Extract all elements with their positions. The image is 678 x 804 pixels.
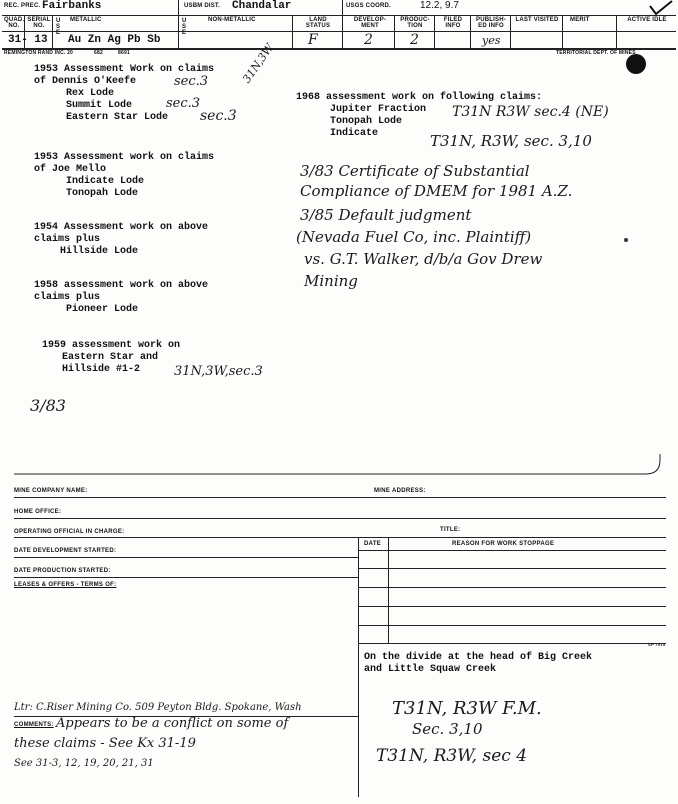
date-note: 3/83: [30, 396, 66, 415]
col-production: PRODUC-TION: [400, 17, 430, 29]
dev-started-label: DATE DEVELOPMENT STARTED:: [14, 548, 117, 554]
col-merit: MERIT: [570, 17, 590, 23]
entry-1953b-line1: 1953 Assessment work on claims: [34, 152, 215, 163]
col-last-visited: LAST VISITED: [515, 17, 559, 23]
claim-summit-lode: Summit Lode: [66, 100, 133, 111]
entry-1953a-line1: 1953 Assessment Work on claims: [34, 64, 215, 75]
punch-hole: [626, 54, 646, 74]
col-development: DEVELOP-MENT: [353, 17, 387, 29]
mine-address-label: MINE ADDRESS:: [374, 488, 426, 494]
date-col-label: DATE: [364, 541, 382, 547]
entry-1958-line1: 1958 assessment work on above: [34, 280, 209, 291]
operating-official-label: OPERATING OFFICIAL IN CHARGE:: [14, 529, 125, 535]
claim-hillside-lode: Hillside Lode: [60, 246, 139, 257]
development-value: 2: [364, 32, 373, 48]
col-land-status: LAND STATUS: [305, 17, 331, 29]
reason-col-label: REASON FOR WORK STOPPAGE: [452, 541, 555, 547]
comment-line2: these claims - See Kx 31-19: [14, 736, 196, 751]
rec-prec-value: Fairbanks: [42, 0, 102, 12]
prod-started-label: DATE PRODUCTION STARTED:: [14, 568, 111, 574]
entry-1959-line2: Eastern Star and: [62, 352, 159, 363]
entry-1954-line1: 1954 Assessment work on above: [34, 222, 209, 233]
claim-hillside-1-2: Hillside #1-2: [62, 364, 141, 375]
title-label: TITLE:: [440, 527, 461, 533]
location-line1: On the divide at the head of Big Creek: [364, 652, 593, 663]
letter-note: Ltr: C.Riser Mining Co. 509 Peyton Bldg. Spokane, Wash: [14, 702, 302, 713]
entry-1959-line1: 1959 assessment work on: [42, 340, 181, 351]
checkmark-icon: [646, 0, 678, 16]
mine-record-card: REC. PREC. Fairbanks USBM DIST. Chandalar USGS COORD. 12.2, 9.7 QUAD. NO. SERIAL NO. METALLIC NON-METALLIC LAND STATUS DEVELOP-MENT PRODUC-TION FILED INFO PUBLISH-ED INFO LAST VISITED MERIT ACTIVE IDLE U S E U S E 31- 13 Au Zn Ag Pb Sb F 2 2 yes REMINGTON RAND INC. 20 682 8691 TERRITORIAL DEPT. OF MINES 1953 Assessment Work on claims of Dennis O'Keefe Rex Lode Summit Lode Eastern Star Lode sec.3 sec.3 sec.3 31N,3W 1953 Assessment work on claims of Joe Mello Indicate Lode Tonopah Lode 1954 Assessment work on above claims plus Hillside Lode 1958 assessment work on above claims plus Pioneer Lode 1959 assessment work on Eastern Star and Hillside #1-2 31N,3W,sec.3 3/83 1968 assessment work on following claims: Jupiter Fraction Tonopah Lode Indicate T31N R3W sec.4 (NE) T31N, R3W, sec. 3,10 3/83 Certificate of Substantial Compliance of DMEM for 1981 A.Z. 3/85 Default judgment (Nevada Fuel Co, inc. Plaintiff) vs. G.T. Walker, d/b/a Gov Drew Mining MINE COMPANY NAME: MINE ADDRESS: HOME OFFICE: OPERATING OFFICIAL IN CHARGE: TITLE: DATE REASON FOR WORK STOPPAGE DATE DEVELOPMENT STARTED: DATE PRODUCTION STARTED: LEASES & OFFERS - TERMS OF: SP 7915 On the divide at the head of Big Creek and Little Squaw Creek T31N, R3W F.M. Sec. 3,10 T31N, R3W, sec 4 Ltr: C.Riser Mining Co. 509 Peyton Bldg. Spokane, Wash COMMENTS: Appears to be a conflict on some of these claims - See Kx 31-19 See 31-3, 12, 19, 20, 21, 31: [0, 0, 678, 804]
col-non-metallic: NON-METALLIC: [208, 17, 256, 23]
serial-value: 31- 13: [8, 34, 48, 46]
usbm-dist-label: USBM DIST.: [184, 3, 221, 9]
col-metallic: METALLIC: [70, 17, 102, 23]
claim-tonopah-lode-1968: Tonopah Lode: [330, 116, 403, 127]
entry-1953a-line2: of Dennis O'Keefe: [34, 76, 137, 87]
entry-1968-line1: 1968 assessment work on following claims:: [296, 92, 543, 103]
usgs-coord-value: 12.2, 9.7: [420, 0, 459, 11]
comment-line1: Appears to be a conflict on some of: [56, 716, 289, 731]
col-published: PUBLISH-ED INFO: [476, 17, 506, 29]
col-quad: QUAD. NO.: [4, 17, 25, 29]
leases-label: LEASES & OFFERS - TERMS OF:: [14, 582, 117, 588]
rec-prec-label: REC. PREC.: [4, 3, 41, 9]
home-office-label: HOME OFFICE:: [14, 509, 62, 515]
comment-line3: See 31-3, 12, 19, 20, 21, 31: [14, 758, 154, 769]
col-serial: SERIAL NO.: [27, 17, 51, 29]
entry-1954-line2: claims plus: [34, 234, 101, 245]
metallic-value: Au Zn Ag Pb Sb: [68, 34, 161, 46]
claim-rex-lode: Rex Lode: [66, 88, 115, 99]
claim-pioneer-lode: Pioneer Lode: [66, 304, 139, 315]
claim-indicate-1968: Indicate: [330, 128, 379, 139]
published-value: yes: [482, 34, 501, 47]
mine-company-label: MINE COMPANY NAME:: [14, 488, 88, 494]
land-status-value: F: [308, 32, 318, 48]
entry-1953b-line2: of Joe Mello: [34, 164, 107, 175]
col-filed-info: FILED INFO: [443, 17, 463, 29]
usgs-coord-label: USGS COORD.: [346, 3, 391, 9]
territorial-dept: TERRITORIAL DEPT. OF MINES: [556, 50, 636, 56]
production-value: 2: [410, 32, 419, 48]
location-line2: and Little Squaw Creek: [364, 664, 497, 675]
claim-jupiter-fraction: Jupiter Fraction: [330, 104, 427, 115]
col-active-idle: ACTIVE IDLE: [627, 17, 667, 23]
claim-eastern-star-lode: Eastern Star Lode: [66, 112, 169, 123]
form-number: SP 7915: [648, 642, 666, 647]
entry-1958-line2: claims plus: [34, 292, 101, 303]
claim-indicate-lode: Indicate Lode: [66, 176, 145, 187]
card-separator: [0, 454, 678, 484]
usbm-dist-value: Chandalar: [232, 0, 292, 12]
printer-credit: REMINGTON RAND INC. 20: [4, 50, 74, 56]
comments-label: COMMENTS:: [14, 722, 54, 728]
claim-tonopah-lode: Tonopah Lode: [66, 188, 139, 199]
